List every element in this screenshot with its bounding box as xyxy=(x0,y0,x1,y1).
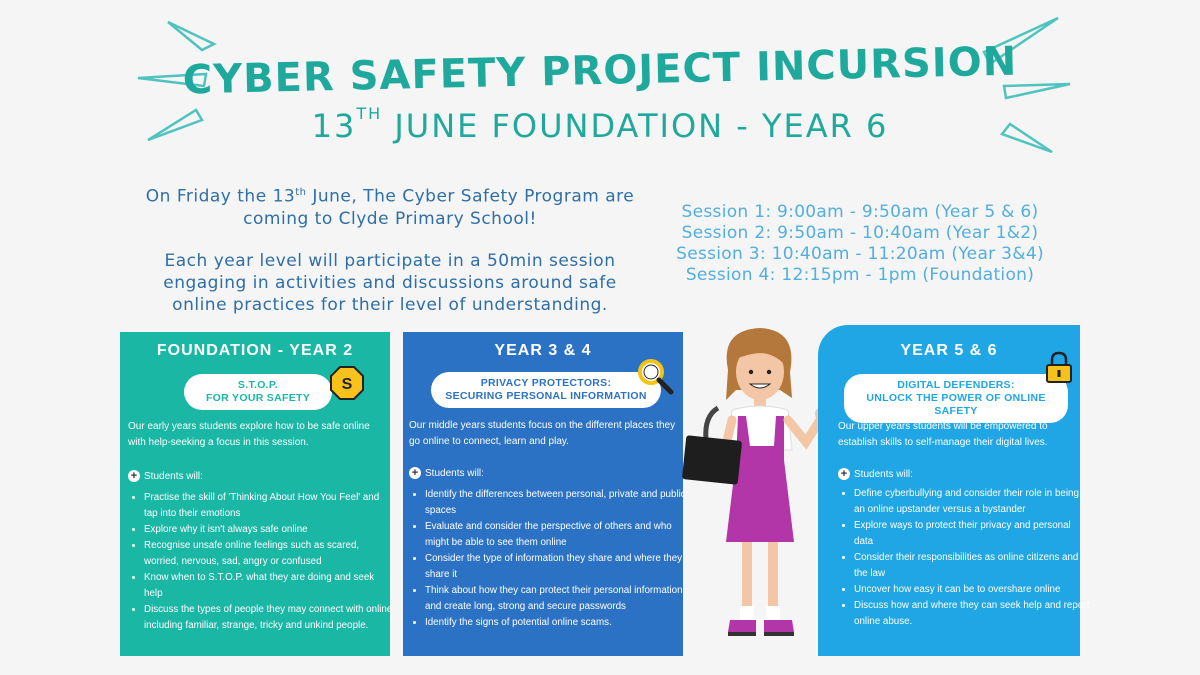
intro-p1-ordinal: th xyxy=(295,187,307,198)
students-will-text: Students will: xyxy=(854,468,913,480)
subtitle-ordinal: TH xyxy=(356,104,383,123)
pill-line-1: PRIVACY PROTECTORS: xyxy=(480,377,612,389)
intro-paragraph-1 xyxy=(140,182,640,230)
list-item: • Evaluate and consider the perspective of others and who might be able to see them online xyxy=(425,519,691,551)
outcomes-list xyxy=(840,486,1092,630)
students-will-label xyxy=(838,468,913,480)
session-item: Session 2: 9:50am - 10:40am (Year 1&2) xyxy=(681,223,1039,243)
intro-text xyxy=(140,182,640,336)
card-heading: YEAR 3 & 4 xyxy=(494,342,592,359)
card-foundation-year-2 xyxy=(120,332,393,656)
intro-paragraph-2: Each year level will participate in a 50min session engaging in activities and discussions around safe online practices for their level of understanding. xyxy=(163,250,617,315)
plus-icon: + xyxy=(838,468,850,480)
student-with-laptop-illustration xyxy=(680,320,840,660)
list-item: • Consider the type of information they share and where they share it xyxy=(425,551,691,583)
card-heading: FOUNDATION - YEAR 2 xyxy=(156,342,354,359)
list-item: • Recognise unsafe online feelings such as scared, worried, nervous, sad, angry or confused xyxy=(144,538,394,570)
outcomes-list xyxy=(130,490,394,634)
outcomes-list xyxy=(411,487,691,631)
pill-line-1: DIGITAL DEFENDERS: xyxy=(897,379,1015,391)
intro-p1-end: June, The Cyber Safety Program are coming to Clyde Primary School! xyxy=(243,186,635,229)
magnifying-glass-icon xyxy=(635,356,675,396)
list-item: • Consider their responsibilities as online citizens and the law xyxy=(854,550,1092,582)
students-will-label xyxy=(128,470,203,482)
card-program-pill xyxy=(431,372,661,408)
session-item: Session 3: 10:40am - 11:20am (Year 3&4) xyxy=(676,244,1044,264)
session-item: Session 1: 9:00am - 9:50am (Year 5 & 6) xyxy=(681,202,1039,222)
padlock-icon xyxy=(1044,351,1074,383)
card-program-pill xyxy=(844,374,1068,423)
intro-p1-start: On Friday the 13 xyxy=(145,186,296,207)
pill-line-2: UNLOCK THE POWER OF ONLINE SAFETY xyxy=(866,392,1046,417)
session-schedule xyxy=(640,202,1080,286)
list-item: • Discuss how and where they can seek help and report online abuse. xyxy=(854,598,1092,630)
pill-line-1: S.T.O.P. xyxy=(237,379,279,391)
list-item: • Know when to S.T.O.P. what they are doing and seek help xyxy=(144,570,394,602)
page-title: CYBER SAFETY PROJECT INCURSION xyxy=(182,38,1018,104)
card-description: Our middle years students focus on the different places they go online to connect, learn and play. xyxy=(409,420,676,447)
students-will-label xyxy=(409,467,484,479)
students-will-text: Students will: xyxy=(144,470,203,482)
list-item: • Think about how they can protect their personal information and create long, strong and secure passwords xyxy=(425,583,691,615)
card-description: Our upper years students will be empowered to establish skills to self-manage their digital lives. xyxy=(838,421,1048,448)
list-item: • Discuss the types of people they may connect with online including familiar, strange, tricky and unkind people. xyxy=(144,602,394,634)
card-description: Our early years students explore how to be safe online with help-seeking a focus in this session. xyxy=(128,421,370,448)
stop-sign-letter: S xyxy=(341,376,353,393)
list-item: • Identify the signs of potential online scams. xyxy=(425,615,691,631)
card-year-3-4 xyxy=(403,332,686,656)
pill-line-2: SECURING PERSONAL INFORMATION xyxy=(445,390,647,402)
list-item: • Explore ways to protect their privacy and personal data xyxy=(854,518,1092,550)
card-year-5-6 xyxy=(818,325,1090,656)
list-item: • Practise the skill of 'Thinking About How You Feel' and tap into their emotions xyxy=(144,490,394,522)
students-will-text: Students will: xyxy=(425,467,484,479)
card-heading: YEAR 5 & 6 xyxy=(900,342,998,359)
card-program-pill xyxy=(184,374,332,410)
subtitle-rest: JUNE FOUNDATION - YEAR 6 xyxy=(382,107,889,145)
subtitle-day: 13 xyxy=(311,107,357,145)
session-item: Session 4: 12:15pm - 1pm (Foundation) xyxy=(685,265,1035,285)
list-item: • Identify the differences between personal, private and public spaces xyxy=(425,487,691,519)
page-subtitle xyxy=(0,104,1200,145)
list-item: • Explore why it isn't always safe online xyxy=(144,522,394,538)
pill-line-2: FOR YOUR SAFETY xyxy=(205,392,311,404)
plus-icon: + xyxy=(128,470,140,482)
list-item: • Uncover how easy it can be to overshare online xyxy=(854,582,1092,598)
stop-sign-icon xyxy=(330,366,364,400)
plus-icon: + xyxy=(409,467,421,479)
list-item: • Define cyberbullying and consider their role in being an online upstander versus a bystander xyxy=(854,486,1092,518)
